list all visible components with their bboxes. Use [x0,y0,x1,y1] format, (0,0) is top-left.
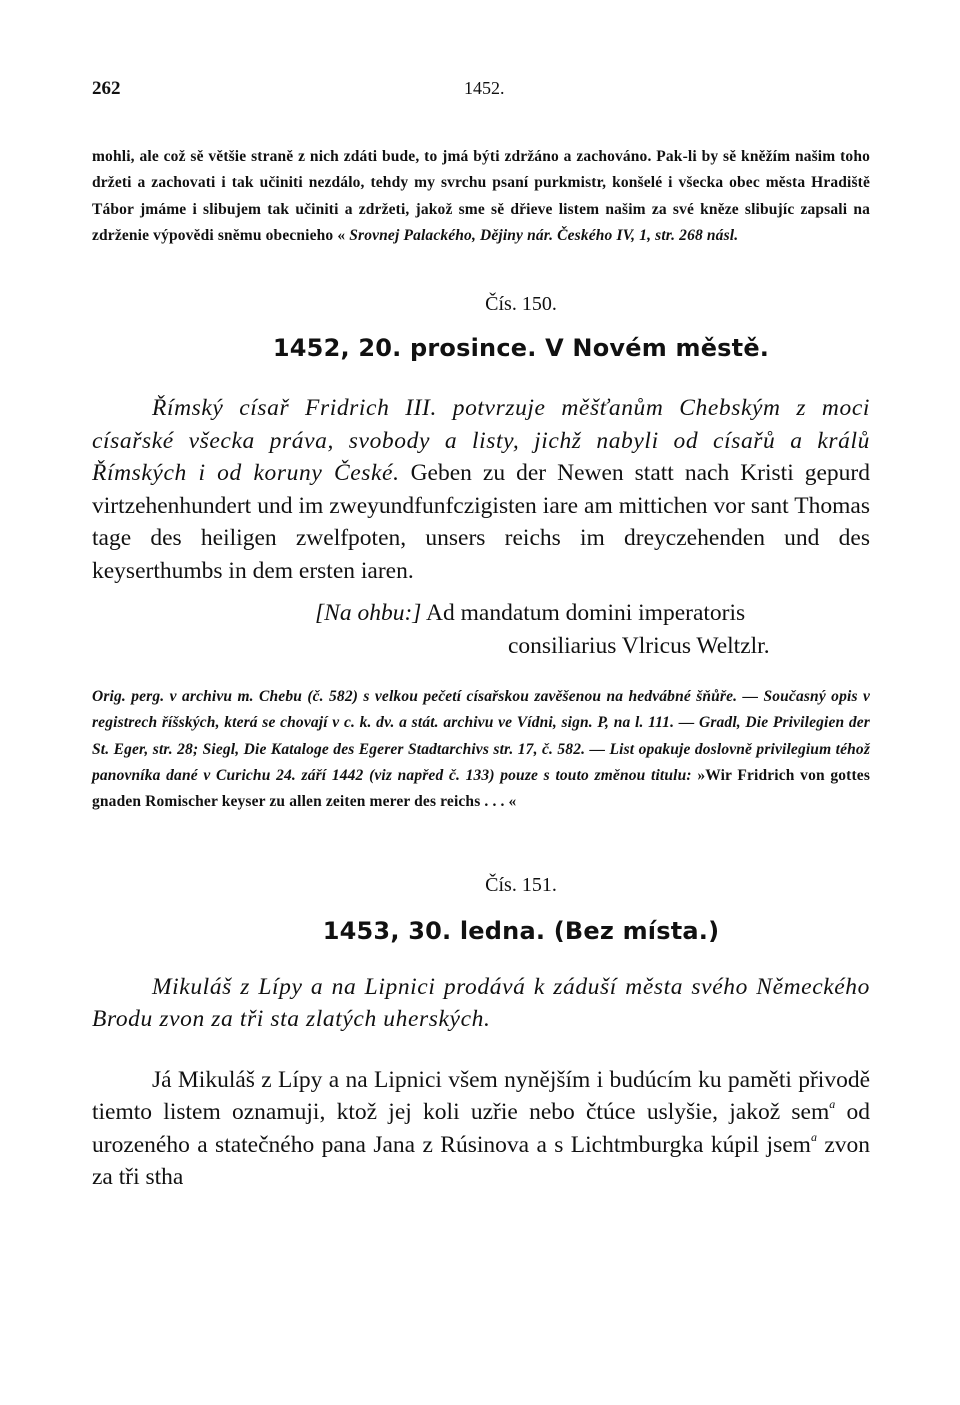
document-number-150: Čís. 150. [485,293,557,316]
signature-line-1: Ad mandatum domini imperatoris [426,600,746,627]
document-151-text-part3: zvon za tři stha [92,1131,871,1191]
document-150-body [92,392,870,587]
document-150-note-upright: »Wir Fridrich von gottes gnaden Romischer keyser zu allen zeiten merer des reichs . . . « [92,767,870,811]
document-number-151: Čís. 151. [485,873,557,896]
signature-line-2: consiliarius Vlricus Weltzlr. [508,632,770,659]
top-note-reference: Srovnej Palackého, Dějiny nár. Českého IV, 1, str. 268 násl. [349,226,739,244]
page-number: 262 [92,78,121,99]
signature-note: [Na ohbu:] [315,600,422,627]
document-151-regest-paragraph [92,971,870,1036]
document-date-150: 1452, 20. prosince. V Novém městě. [272,334,770,363]
document-date-151: 1453, 30. ledna. (Bez místa.) [322,916,720,945]
document-151-text-part1: Já Mikuláš z Lípy a na Lipnici všem nynějším i budúcím ku paměti přivodě tiemto listem oznamuji, ktož jej koli uzřie nebo čtúce uslyšie, jakož sem [92,1066,870,1126]
document-150-signature [92,597,870,662]
document-151-text-part2: od urozeného a statečného pana Jana z Rúsinova a s Lichtmburgka kúpil jsem [92,1099,871,1158]
document-150-regest: Římský císař Fridrich III. potvrzuje měšťanům Chebským z moci císařské všecka práva, svobody a listy, jichž nabyli od císařů a králů Římských i od koruny České. [92,395,870,487]
page-header [92,70,870,110]
footnote-mark: a [829,1097,836,1112]
running-year: 1452. [464,78,505,98]
document-151-body [92,1064,870,1194]
document-150-note [92,684,870,815]
top-note [92,144,870,249]
document-150-text: Geben zu der Newen statt nach Kristi gepurd virtzehenhundert und im zweyundfunfczigisten iare am mittichen vor sant Thomas tage des heiligen zwelfpoten, unsers reichs im dreyczehenden und des keyserthumbs in dem ersten iaren. [92,460,870,584]
footnote-mark: a [810,1129,817,1144]
document-page [92,70,870,1194]
document-150-note-italic: Orig. perg. v archivu m. Chebu (č. 582) s velkou pečetí císařskou zavěšenou na hedvábné šňůře. — Současný opis v registrech říšských, která se chovají v c. k. dv. a stát. archivu ve Vídni, sign. P, na l. 111. — Gradl, Die Privilegien der St. Eger, str. 28; Siegl, Die Kataloge des Egerer Stadtarchivs str. 17, č. 582. — List opakuje doslovně privilegium téhož panovníka dané v Curichu 24. září 1442 (viz napřed č. 133) pouze s touto změnou titulu: [92,688,870,785]
document-151-regest: Mikuláš z Lípy a na Lipnici prodává k záduší města svého Německého Brodu zvon za tři sta zlatých uherských. [92,973,870,1033]
top-note-text: mohli, ale což sě většie straně z nich zdáti bude, to jmá býti zdržáno a zachováno. Pak-li by sě kněžím našim toho držeti a zachovati i tak učiniti nezdálo, tehdy my svrchu psaní purkmistr, konšelé i všecka obec města Hradiště Tábor jmáme i slibujem tak učiniti a zdržeti, jakož sme sě dřieve listem našim za své kněze slibujíc zapsali na zdrženie výpovědi sněmu obecnieho « [92,148,870,244]
